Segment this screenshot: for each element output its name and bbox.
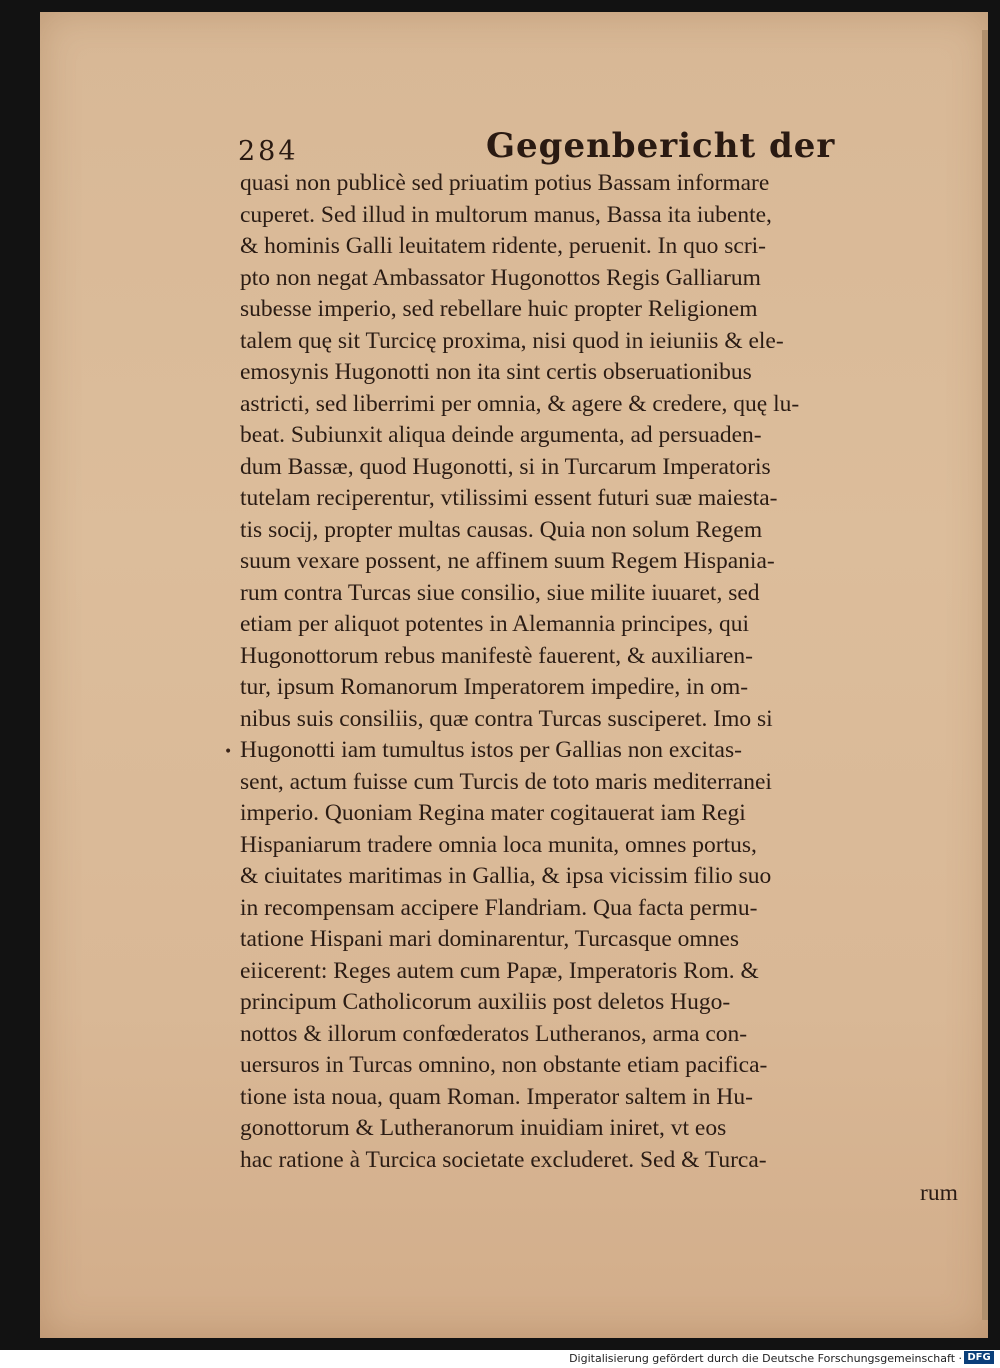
text-line: astricti, sed liberrimi per omnia, & agere & credere, quę lu- [240, 390, 800, 417]
text-line: sent, actum fuisse cum Turcis de toto maris mediterranei [240, 768, 772, 795]
page-edge [982, 30, 988, 1320]
text-line: nibus suis consiliis, quæ contra Turcas susciperet. Imo si [240, 705, 773, 732]
text-line: suum vexare possent, ne affinem suum Regem Hispania- [240, 548, 775, 574]
text-line: eiicerent: Reges autem cum Papæ, Imperatoris Rom. & [240, 957, 759, 984]
text-line: Hugonottorum rebus manifestè fauerent, & auxiliaren- [240, 642, 753, 669]
text-line: & hominis Galli leuitatem ridente, peruenit. In quo scri- [240, 233, 767, 259]
running-head: Gegenbericht der [486, 126, 836, 166]
text-line: Hugonotti iam tumultus istos per Gallias non excitas- [240, 737, 742, 763]
body-text [240, 168, 970, 1176]
text-line: tione ista noua, quam Roman. Imperator saltem in Hu- [240, 1083, 753, 1110]
text-line: beat. Subiunxit aliqua deinde argumenta, ad persuaden- [240, 422, 762, 448]
text-line: talem quę sit Turcicę proxima, nisi quod in ieiuniis & ele- [240, 327, 784, 354]
text-line: cuperet. Sed illud in multorum manus, Bassa ita iubente, [240, 201, 772, 228]
text-line: in recompensam accipere Flandriam. Qua facta permu- [240, 894, 758, 921]
text-line: uersuros in Turcas omnino, non obstante etiam pacifica- [240, 1052, 768, 1078]
text-line: subesse imperio, sed rebellare huic propter Religionem [240, 296, 758, 322]
margin-mark: • [224, 744, 233, 760]
catchword: rum [920, 1180, 958, 1206]
page-number: 284 [238, 136, 299, 167]
text-line: & ciuitates maritimas in Gallia, & ipsa vicissim filio suo [240, 863, 772, 889]
text-line: gonottorum & Lutheranorum inuidiam iniret, vt eos [240, 1115, 727, 1141]
text-line: tis socij, propter multas causas. Quia non solum Regem [240, 516, 763, 543]
text-line: quasi non publicè sed priuatim potius Bassam informare [240, 170, 770, 196]
text-line: dum Bassæ, quod Hugonotti, si in Turcarum Imperatoris [240, 453, 771, 480]
dfg-logo: DFG [964, 1351, 994, 1364]
text-line: imperio. Quoniam Regina mater cogitauerat iam Regi [240, 800, 746, 826]
text-line: tutelam reciperentur, vtilissimi essent futuri suæ maiesta- [240, 485, 778, 511]
text-line: Hispaniarum tradere omnia loca munita, omnes portus, [240, 831, 757, 858]
digitization-credit: Digitalisierung gefördert durch die Deutsche Forschungsgemeinschaft · [569, 1352, 962, 1365]
text-line: emosynis Hugonotti non ita sint certis obseruationibus [240, 359, 752, 385]
text-line: pto non negat Ambassator Hugonottos Regis Galliarum [240, 264, 761, 291]
text-line: tatione Hispani mari dominarentur, Turcasque omnes [240, 926, 739, 952]
text-line: tur, ipsum Romanorum Imperatorem impedire, in om- [240, 674, 749, 700]
text-line: rum contra Turcas siue consilio, siue milite iuuaret, sed [240, 579, 760, 606]
text-line: nottos & illorum confœderatos Lutheranos, arma con- [240, 1020, 748, 1047]
text-line: etiam per aliquot potentes in Alemannia principes, qui [240, 611, 750, 637]
text-line: principum Catholicorum auxiliis post deletos Hugo- [240, 989, 731, 1015]
text-line: hac ratione à Turcica societate excluderet. Sed & Turca- [240, 1146, 767, 1173]
